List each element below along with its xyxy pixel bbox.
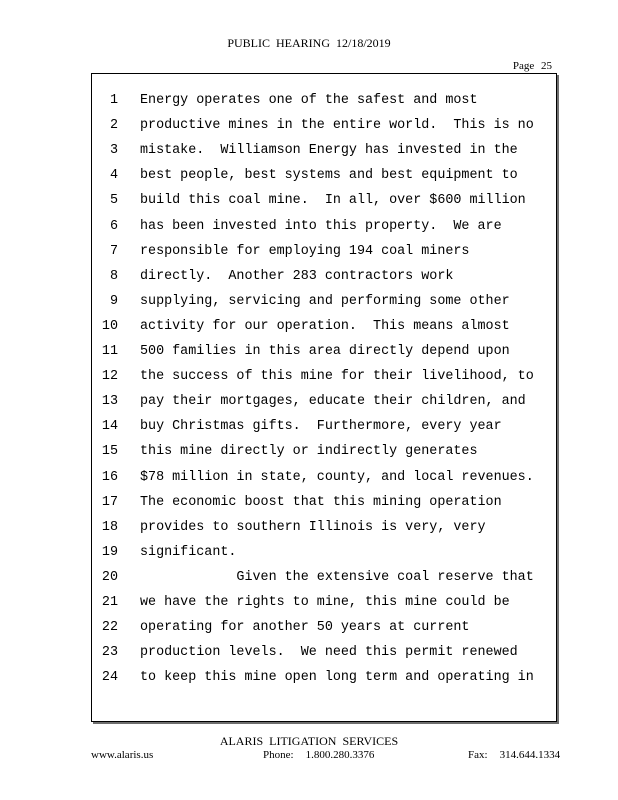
line-text: 500 families in this area directly depend upon (140, 344, 510, 359)
line-text: activity for our operation. This means almost (140, 318, 510, 334)
transcript-line (92, 517, 556, 539)
line-number: 6 (109, 218, 118, 234)
transcript-line (92, 667, 556, 689)
line-number: 5 (109, 193, 118, 209)
line-text: pay their mortgages, educate their children, and (140, 394, 526, 410)
footer-phone (263, 749, 374, 761)
line-text: buy Christmas gifts. Furthermore, every year (140, 419, 502, 435)
line-text: The economic boost that this mining operation (140, 494, 502, 510)
line-number: 14 (101, 419, 118, 435)
transcript-box (91, 73, 557, 722)
page-label: Page (512, 60, 535, 72)
line-number: 7 (109, 243, 118, 259)
line-text: directly. Another 283 contractors work (140, 268, 454, 284)
transcript-line (92, 241, 556, 263)
line-text: the success of this mine for their livelihood, to (140, 369, 534, 385)
transcript-line (92, 617, 556, 639)
line-number: 4 (109, 168, 118, 184)
transcript-line (92, 341, 556, 363)
line-text: this mine directly or indirectly generates (140, 444, 478, 460)
page-number (513, 60, 552, 72)
transcript-line (92, 165, 556, 187)
line-number: 2 (109, 118, 118, 134)
line-number: 17 (101, 494, 118, 510)
line-text: significant. (140, 544, 237, 560)
line-number: 21 (101, 595, 118, 610)
line-number: 11 (101, 344, 118, 359)
line-number: 12 (101, 369, 118, 385)
line-text: Energy operates one of the safest and most (140, 93, 478, 108)
transcript-line (92, 567, 556, 589)
transcript-line (92, 492, 556, 514)
line-text: supplying, servicing and performing some other (140, 293, 510, 309)
line-text: to keep this mine open long term and operating in (140, 670, 534, 686)
transcript-line (92, 90, 556, 112)
line-number: 23 (101, 645, 118, 661)
transcript-line (92, 391, 556, 413)
transcript-line (92, 291, 556, 313)
transcript-line (92, 115, 556, 137)
line-number: 3 (109, 143, 118, 159)
footer-website: www.alaris.us (91, 749, 154, 761)
transcript-line (92, 592, 556, 614)
transcript-line (92, 467, 556, 489)
line-number: 15 (101, 444, 118, 460)
fax-number: 314.644.1334 (499, 749, 561, 761)
line-text: best people, best systems and best equipment to (140, 168, 518, 184)
line-text: responsible for employing 194 coal miners (140, 243, 470, 259)
transcript-line (92, 642, 556, 664)
transcript-line (92, 441, 556, 463)
line-number: 1 (109, 93, 118, 108)
line-number: 10 (101, 318, 118, 334)
footer-fax (468, 749, 560, 761)
line-number: 9 (109, 293, 118, 309)
transcript-line (92, 266, 556, 288)
transcript-line (92, 140, 556, 162)
transcript-line (92, 416, 556, 438)
phone-number: 1.800.280.3376 (305, 749, 375, 761)
line-text: we have the rights to mine, this mine could be (140, 595, 510, 610)
line-text: $78 million in state, county, and local revenues. (140, 469, 534, 485)
footer-company-name: ALARIS LITIGATION SERVICES (219, 734, 399, 748)
line-text: production levels. We need this permit renewed (140, 645, 518, 661)
line-text: productive mines in the entire world. This is no (140, 118, 534, 134)
line-number: 18 (101, 519, 118, 535)
line-number: 19 (101, 544, 118, 560)
line-text: has been invested into this property. We are (140, 218, 502, 234)
transcript-line (92, 190, 556, 212)
transcript-line (92, 366, 556, 388)
line-number: 8 (109, 268, 118, 284)
line-number: 20 (101, 569, 118, 585)
line-number: 13 (101, 394, 118, 410)
transcript-line (92, 216, 556, 238)
transcript-line (92, 316, 556, 338)
line-text: mistake. Williamson Energy has invested in the (140, 143, 518, 159)
fax-label: Fax: (468, 749, 488, 761)
line-text: build this coal mine. In all, over $600 million (140, 193, 526, 209)
line-number: 22 (101, 620, 118, 636)
line-text: operating for another 50 years at current (140, 620, 470, 636)
phone-label: Phone: (263, 749, 294, 761)
page-number-value: 25 (541, 60, 552, 72)
line-number: 16 (101, 469, 118, 485)
line-number: 24 (101, 670, 118, 686)
line-text: provides to southern Illinois is very, very (140, 519, 486, 535)
hearing-header-title: PUBLIC HEARING 12/18/2019 (227, 36, 391, 50)
transcript-line (92, 542, 556, 564)
line-text: Given the extensive coal reserve that (140, 569, 534, 585)
